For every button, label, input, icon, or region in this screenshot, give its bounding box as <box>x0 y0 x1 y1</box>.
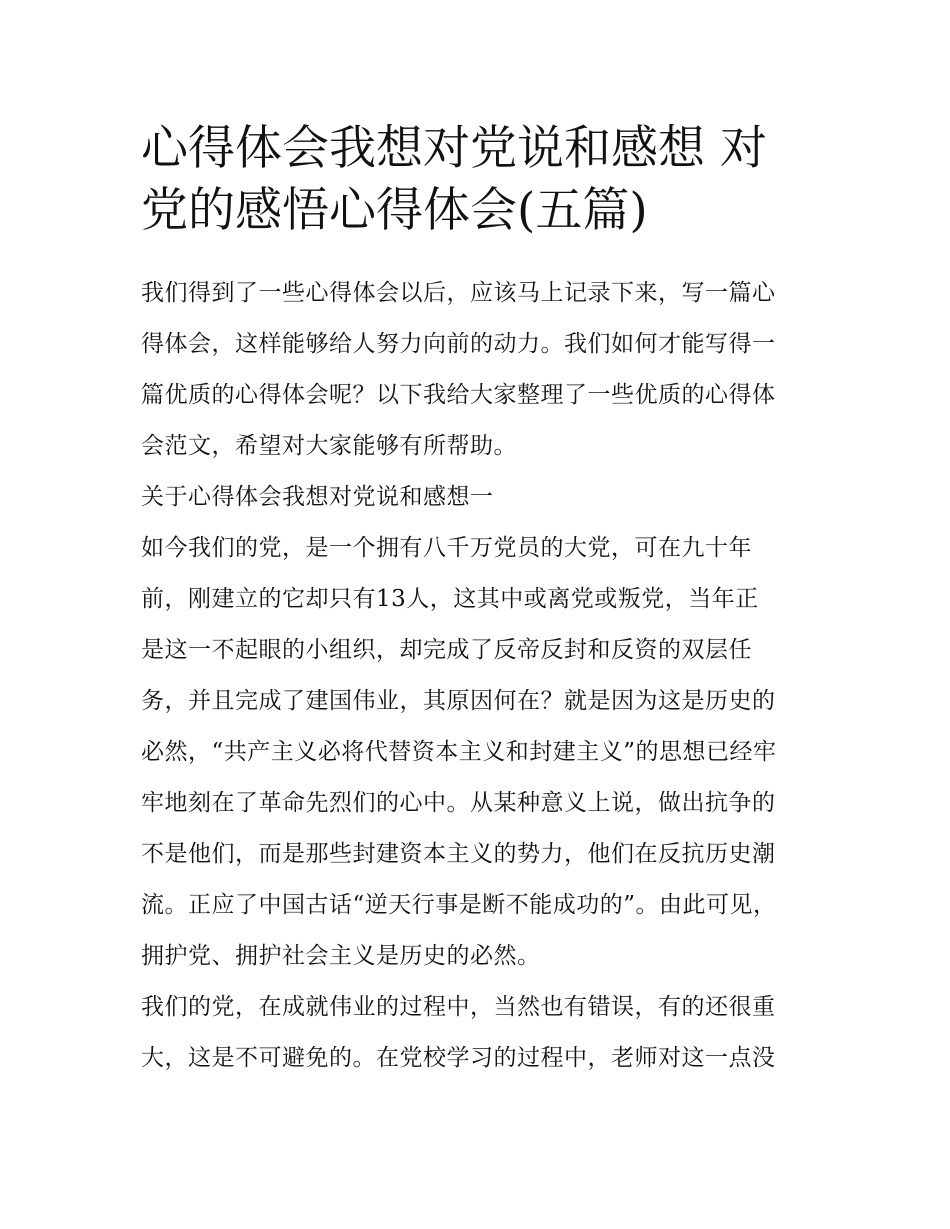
title-line: 党的感悟心得体会(五篇) <box>141 183 648 238</box>
text-line: 得体会，这样能够给人努力向前的动力。我们如何才能写得一 <box>141 331 776 357</box>
text-line: 大，这是不可避免的。在党校学习的过程中，老师对这一点没 <box>141 1045 776 1071</box>
document-page <box>141 118 813 1084</box>
document-body <box>141 268 813 1084</box>
text-line: 会范文，希望对大家能够有所帮助。 <box>141 433 517 459</box>
section-heading <box>141 472 813 523</box>
text-line: 我们得到了一些心得体会以后，应该马上记录下来，写一篇心 <box>141 280 776 306</box>
text-line: 务，并且完成了建国伟业，其原因何在？就是因为这是历史的 <box>141 688 776 714</box>
text-line: 关于心得体会我想对党说和感想一 <box>141 484 494 510</box>
document-title <box>141 118 813 242</box>
intro-paragraph <box>141 268 813 472</box>
body-paragraph <box>141 523 813 982</box>
title-line: 心得体会我想对党说和感想 对 <box>141 121 767 176</box>
text-line: 不是他们，而是那些封建资本主义的势力，他们在反抗历史潮 <box>141 841 776 867</box>
text-line: 流。正应了中国古话“逆天行事是断不能成功的”。由此可见， <box>141 892 777 918</box>
text-line: 篇优质的心得体会呢？以下我给大家整理了一些优质的心得体 <box>141 382 776 408</box>
text-line: 如今我们的党，是一个拥有八千万党员的大党，可在九十年 <box>141 535 752 561</box>
text-line: 前，刚建立的它却只有13人，这其中或离党或叛党，当年正 <box>141 586 759 612</box>
text-line: 拥护党、拥护社会主义是历史的必然。 <box>141 943 541 969</box>
text-line: 我们的党，在成就伟业的过程中，当然也有错误，有的还很重 <box>141 994 776 1020</box>
text-line: 必然，“共产主义必将代替资本主义和封建主义”的思想已经牢 <box>141 739 777 765</box>
text-line: 牢地刻在了革命先烈们的心中。从某种意义上说，做出抗争的 <box>141 790 776 816</box>
text-line: 是这一不起眼的小组织，却完成了反帝反封和反资的双层任 <box>141 637 752 663</box>
body-paragraph <box>141 982 813 1084</box>
